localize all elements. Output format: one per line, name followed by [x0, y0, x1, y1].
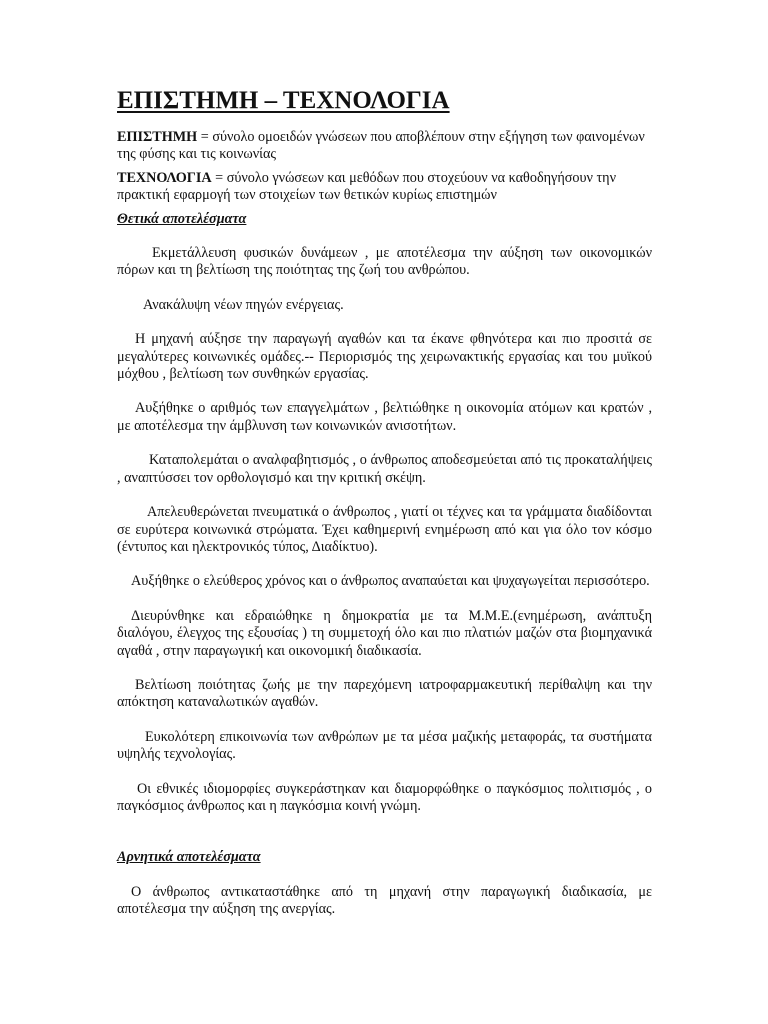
negative-results-heading: Αρνητικά αποτελέσματα: [117, 849, 261, 866]
positive-results-heading: Θετικά αποτελέσματα: [117, 210, 247, 227]
positive-paragraph: Οι εθνικές ιδιομορφίες συγκεράστηκαν και διαμορφώθηκε ο παγκόσμιος πολιτισμός , ο παγκόσμιος άνθρωπος και η παγκόσμια κοινή γνώμη.: [117, 780, 652, 814]
document-content: [117, 86, 652, 919]
definition-science: [117, 129, 652, 164]
negative-paragraph: Ο άνθρωπος αντικαταστάθηκε από τη μηχανή στην παραγωγική διαδικασία, με αποτέλεσμα την αύξηση της ανεργίας.: [117, 883, 652, 918]
positive-paragraph: Η μηχανή αύξησε την παραγωγή αγαθών και τα έκανε φθηνότερα και πιο προσιτά σε μεγαλύτερες κοινωνικές ομάδες.-- Περιορισμός της χειρωνακτικής εργασίας και του μυϊκού μόχθου , βελτίωση των συνθηκών εργασίας.: [117, 331, 652, 383]
positive-paragraph: Απελευθερώνεται πνευματικά ο άνθρωπος , γιατί οι τέχνες και τα γράμματα διαδίδονται σε ευρύτερα κοινωνικά στρώματα. Έχει καθημερινή ενημέρωση από και για όλο τον κόσμο (έντυπος και ηλεκτρονικός τύπος, Διαδίκτυο).: [117, 504, 652, 555]
page-title: ΕΠΙΣΤΗΜΗ – ΤΕΧΝΟΛΟΓΙΑ: [117, 87, 450, 114]
positive-paragraph: Βελτίωση ποιότητας ζωής με την παρεχόμενη ιατροφαρμακευτική περίθαλψη και την απόκτηση καταναλωτικών αγαθών.: [117, 676, 652, 711]
definition-term: ΕΠΙΣΤΗΜΗ: [117, 129, 198, 145]
definition-term: ΤΕΧΝΟΛΟΓΙΑ: [117, 169, 212, 186]
definition-text: = σύνολο γνώσεων και μεθόδων που στοχεύουν να καθοδηγήσουν την πρακτική εφαρμογή των στοιχείων των θετικών κυρίως επιστημών: [117, 169, 617, 204]
positive-paragraph: Καταπολεμάται ο αναλφαβητισμός , ο άνθρωπος αποδεσμεύεται από τις προκαταλήψεις , αναπτύσσει τον ορθολογισμό και την κριτική σκέψη.: [117, 452, 652, 486]
positive-paragraph: Διευρύνθηκε και εδραιώθηκε η δημοκρατία με τα Μ.Μ.Ε.(ενημέρωση, ανάπτυξη διαλόγου, έλεγχος της εξουσίας ) τη συμμετοχή όλο και πιο πλατιών μαζών στα βιομηχανικά αγαθά , στην παραγωγική και οικονομική διαδικασία.: [117, 607, 652, 659]
positive-paragraph: Ευκολότερη επικοινωνία των ανθρώπων με τα μέσα μαζικής μεταφοράς, τα συστήματα υψηλής τεχνολογίας.: [117, 728, 652, 763]
positive-paragraph: Αυξήθηκε ο αριθμός των επαγγελμάτων , βελτιώθηκε η οικονομία ατόμων και κρατών , με αποτέλεσμα την άμβλυνση των κοινωνικών ανισοτήτων.: [117, 400, 652, 434]
definition-technology: [117, 170, 652, 205]
positive-paragraph: Αυξήθηκε ο ελεύθερος χρόνος και ο άνθρωπος αναπαύεται και ψυχαγωγείται περισσότερο.: [131, 573, 650, 590]
positive-paragraph: Εκμετάλλευση φυσικών δυνάμεων , με αποτέλεσμα την αύξηση των οικονομικών πόρων και τη βελτίωση της ποιότητας της ζωή του ανθρώπου.: [117, 245, 652, 279]
definition-text: = σύνολο ομοειδών γνώσεων που αποβλέπουν στην εξήγηση των φαινομένων της φύσης και τις κοινωνίας: [117, 129, 645, 163]
positive-paragraph: Ανακάλυψη νέων πηγών ενέργειας.: [143, 296, 344, 313]
